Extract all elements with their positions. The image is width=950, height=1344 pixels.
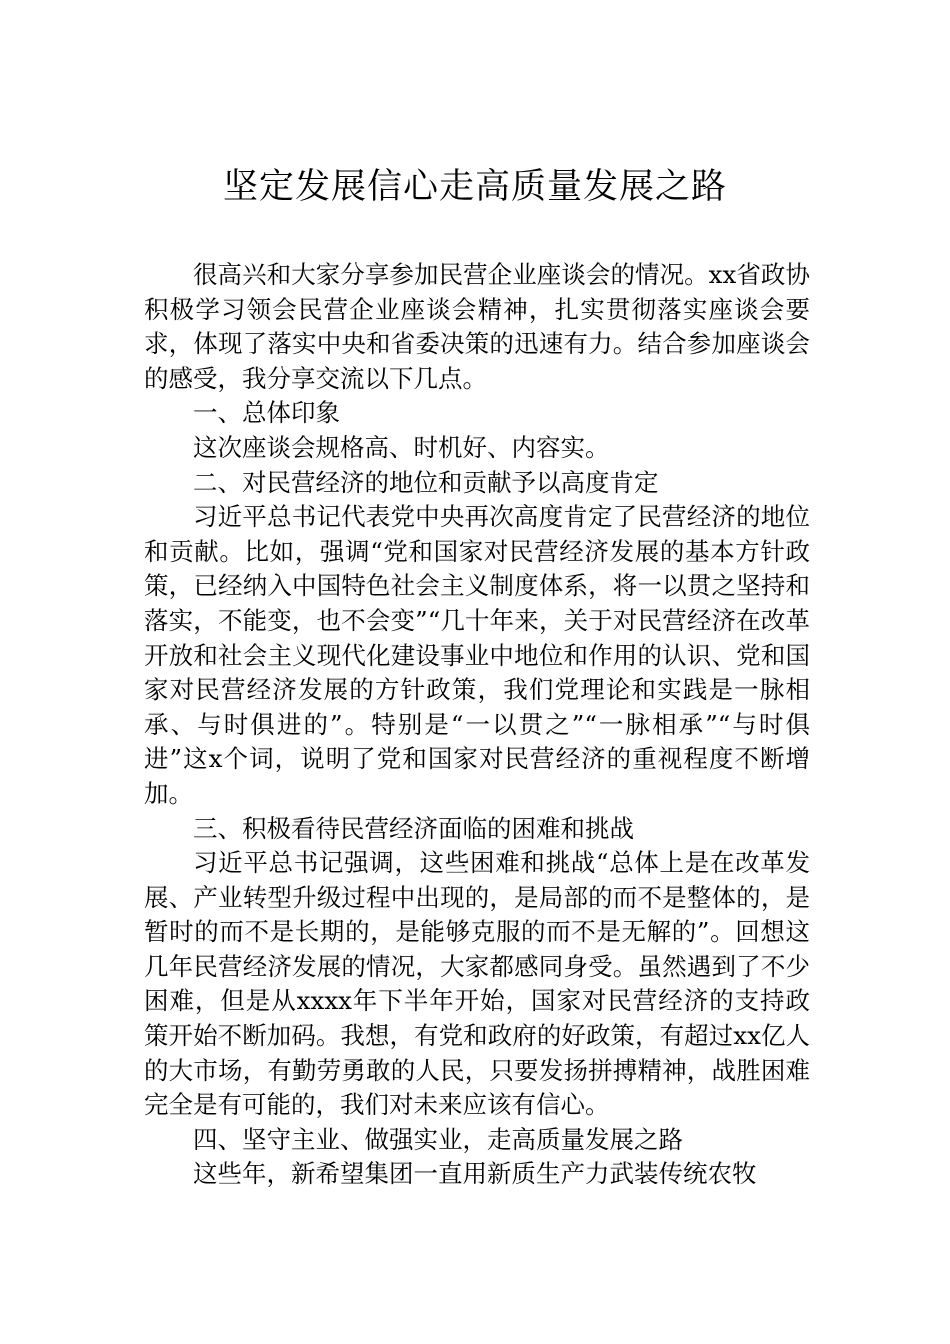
section-heading-1: 一、总体印象 [193, 398, 340, 428]
paragraph-status: 习近平总书记代表党中央再次高度肯定了民营经济的地位和贡献。比如，强调“党和国家对民营经济发展的基本方针政策，已经纳入中国特色社会主义制度体系，将一以贯之坚持和落实，不能变，也不会变”“几十年来，关于对民营经济在改革开放和社会主义现代化建设事业中地位和作用的认识、党和国家对民营经济发展的方针政策，我们党理论和实践是一脉相承、与时俱进的”。特别是“一以贯之”“一脉相承”“与时俱进”这x个词，说明了党和国家对民营经济的重视程度不断增加。 [144, 502, 810, 808]
section-heading-4: 四、坚守主业、做强实业，走高质量发展之路 [193, 1124, 683, 1154]
paragraph-development: 这些年，新希望集团一直用新质生产力武装传统农牧 [193, 1159, 757, 1189]
section-heading-3: 三、积极看待民营经济面临的困难和挑战 [193, 813, 634, 843]
section-heading-2: 二、对民营经济的地位和贡献予以高度肯定 [193, 467, 659, 497]
document-body [144, 258, 810, 1192]
document-title: 坚定发展信心走高质量发展之路 [222, 167, 727, 207]
paragraph-intro: 很高兴和大家分享参加民营企业座谈会的情况。xx省政协积极学习领会民营企业座谈会精神，扎实贯彻落实座谈会要求，体现了落实中央和省委决策的迅速有力。结合参加座谈会的感受，我分享交流以下几点。 [144, 260, 810, 393]
paragraph-impression: 这次座谈会规格高、时机好、内容实。 [193, 432, 610, 462]
paragraph-challenges: 习近平总书记强调，这些困难和挑战“总体上是在改革发展、产业转型升级过程中出现的，是局部的而不是整体的，是暂时的而不是长期的，是能够克服的而不是无解的”。回想这几年民营经济发展的情况，大家都感同身受。虽然遇到了不少困难，但是从xxxx年下半年开始，国家对民营经济的支持政策开始不断加码。我想，有党和政府的好政策，有超过xx亿人的大市场，有勤劳勇敢的人民，只要发扬拼搏精神，战胜困难完全是有可能的，我们对未来应该有信心。 [144, 848, 810, 1120]
